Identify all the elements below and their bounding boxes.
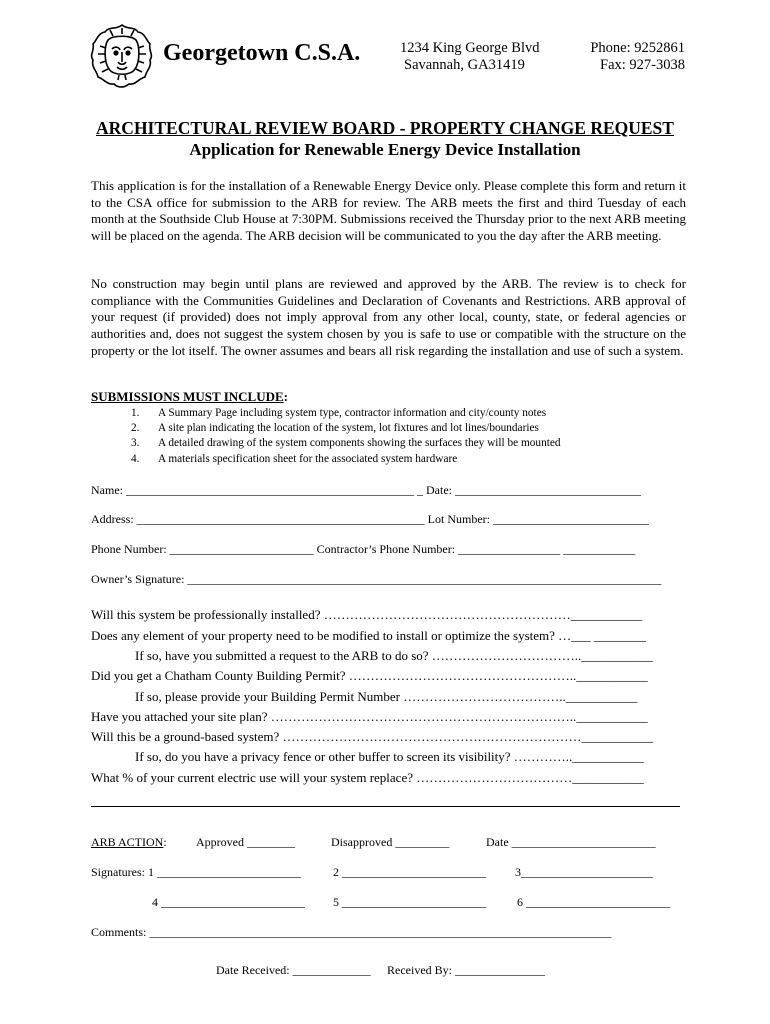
org-name: Georgetown C.S.A. xyxy=(163,40,361,66)
arb-approved-field[interactable]: Approved ________ xyxy=(196,835,295,849)
org-contact xyxy=(585,40,685,74)
submissions-heading-text: SUBMISSIONS MUST INCLUDE xyxy=(91,389,284,404)
arb-date-field[interactable]: Date ________________________ xyxy=(486,835,656,849)
lion-logo xyxy=(88,22,156,90)
submissions-heading-colon: : xyxy=(283,389,288,404)
question-building-permit[interactable]: Did you get a Chatham County Building Permit? ……………………………………………..___________ xyxy=(91,668,648,683)
form-subtitle: Application for Renewable Energy Device Installation xyxy=(189,140,581,159)
disclaimer-paragraph: No construction may begin until plans are reviewed and approved by the ARB. The review is to check for compliance with the Communities Guidelines and Declaration of Covenants and Restrictions. ARB approval of your request (if provided) does not imply approval from any other local, county, state, or federal agencies or authorities and, does not suggest the system chosen by you is safe to use or compatible with the structure on the property or the lot itself. The owner assumes and bears all risk regarding the installation and use of such a system. xyxy=(91,276,686,358)
question-property-modification[interactable]: Does any element of your property need to be modified to install or optimize the system? …___ ________ xyxy=(91,628,646,643)
question-ground-based[interactable]: Will this be a ground-based system? ……………………………………………………………___________ xyxy=(91,729,654,744)
question-privacy-fence[interactable]: If so, do you have a privacy fence or other buffer to screen its visibility? …………..___________ xyxy=(135,749,644,764)
arb-action-colon: : xyxy=(163,835,167,849)
received-by-field[interactable]: Received By: _______________ xyxy=(387,963,545,977)
arb-disapproved-field[interactable]: Disapproved _________ xyxy=(331,835,450,849)
arb-signature-3[interactable]: 3______________________ xyxy=(515,865,653,879)
form-title: ARCHITECTURAL REVIEW BOARD - PROPERTY CHANGE REQUEST xyxy=(96,118,674,138)
name-date-field[interactable]: Name: ________________________________________________ _ Date: _______________________________ xyxy=(91,483,641,497)
arb-action-label xyxy=(91,835,167,850)
question-professional-install[interactable]: Will this system be professionally installed? …………………………………………………___________ xyxy=(91,607,643,622)
arb-signature-4[interactable]: 4 ________________________ xyxy=(152,895,305,909)
list-item xyxy=(131,421,561,436)
comments-field[interactable]: Comments: _____________________________________________________________________________ xyxy=(91,925,612,939)
org-phone: Phone: 9252861 xyxy=(590,40,685,56)
org-fax: Fax: 927-3038 xyxy=(600,57,685,73)
list-item-text: A site plan indicating the location of the system, lot fixtures and lot lines/boundaries xyxy=(158,422,539,435)
list-item-number: 1. xyxy=(131,407,140,419)
list-item-text: A Summary Page including system type, contractor information and city/county notes xyxy=(158,407,547,419)
list-item-number: 3. xyxy=(131,437,140,450)
list-item-number: 2. xyxy=(131,422,140,435)
arb-signature-2[interactable]: 2 ________________________ xyxy=(333,865,486,879)
list-item xyxy=(131,436,561,451)
question-electric-percent[interactable]: What % of your current electric use will your system replace? ………………………………___________ xyxy=(91,770,644,785)
submissions-list xyxy=(131,406,561,467)
question-arb-request[interactable]: If so, have you submitted a request to the ARB to do so? ……………………………..___________ xyxy=(135,648,653,663)
question-site-plan[interactable]: Have you attached your site plan? ……………………………………………………………..___________ xyxy=(91,709,648,724)
arb-signature-6[interactable]: 6 ________________________ xyxy=(517,895,670,909)
owner-signature-field[interactable]: Owner’s Signature: _______________________________________________________________________________ xyxy=(91,572,662,586)
date-received-field[interactable]: Date Received: _____________ xyxy=(216,963,371,977)
arb-signature-1[interactable]: Signatures: 1 ________________________ xyxy=(91,865,301,879)
arb-signature-5[interactable]: 5 ________________________ xyxy=(333,895,486,909)
list-item xyxy=(131,452,561,467)
address-line-2: Savannah, GA31419 xyxy=(404,57,525,73)
address-lot-field[interactable]: Address: ________________________________________________ Lot Number: __________________________ xyxy=(91,512,649,526)
submissions-heading xyxy=(91,389,288,405)
question-permit-number[interactable]: If so, please provide your Building Permit Number ………………………………..___________ xyxy=(135,689,638,704)
address-line-1: 1234 King George Blvd xyxy=(400,40,540,56)
list-item xyxy=(131,406,561,421)
list-item-text: A detailed drawing of the system components showing the surfaces they will be mounted xyxy=(158,437,561,450)
arb-action-text: ARB ACTION xyxy=(91,835,164,849)
org-address xyxy=(400,40,540,74)
section-divider xyxy=(91,806,680,807)
list-item-text: A materials specification sheet for the associated system hardware xyxy=(158,452,458,465)
list-item-number: 4. xyxy=(131,452,140,465)
phone-contractor-field[interactable]: Phone Number: ________________________ Contractor’s Phone Number: _________________ ____________ xyxy=(91,542,636,556)
intro-paragraph: This application is for the installation of a Renewable Energy Device only. Please complete this form and return it to the CSA office for submission to the ARB for review. The ARB meets the first and third Tuesday of each month at the Southside Club House at 7:30PM. Submissions received the Thursday prior to the next ARB meeting will be placed on the agenda. The ARB decision will be communicated to you the day after the ARB meeting. xyxy=(91,178,686,244)
